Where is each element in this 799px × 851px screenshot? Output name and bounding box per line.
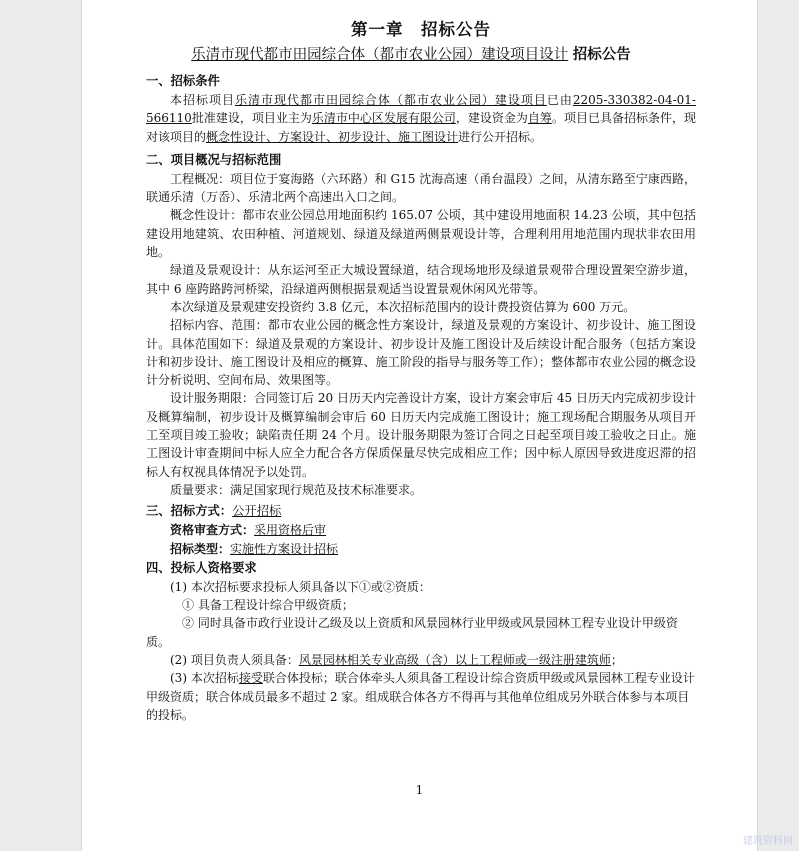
qualification-2 bbox=[146, 651, 696, 669]
service-period: 设计服务期限：合同签订后 20 日历天内完善设计方案，设计方案会审后 45 日历天内完成初步设计及概算编制，初步设计及概算编制会审后 60 日历天内完成施工图设计；施工现场配合期服务从项目开工至项目竣工验收；缺陷责任期 24 个月。设计服务期限为签订合同之日起至项目竣工验收之日止。施工图设计审查期间中标人应全力配合各方保质保量尽快完成相应工作；因中标人原因导致进度迟滞的招标人有权视具体情况予以处罚。 bbox=[146, 391, 696, 479]
text-span: (3) 本次招标 bbox=[170, 671, 239, 686]
review-method-value: 采用资格后审 bbox=[254, 523, 327, 538]
quality-requirement: 质量要求：满足国家现行规范及技术标准要求。 bbox=[170, 482, 423, 497]
investment: 本次绿道及景观建安投资约 3.8 亿元，本次招标范围内的设计费投资估算为 600 万元。 bbox=[170, 299, 636, 314]
project-name: 乐清市现代都市田园综合体（都市农业公园）建设项目 bbox=[234, 93, 547, 107]
page-content bbox=[146, 18, 696, 724]
text-span: ； bbox=[610, 653, 623, 668]
qualification-option-2: ② 同时具备市政行业设计乙级及以上资质和风景园林行业甲级或风景园林工程专业设计甲级资质。 bbox=[146, 616, 678, 649]
section-3-heading bbox=[146, 502, 696, 521]
section-4-heading: 四、投标人资格要求 bbox=[146, 560, 257, 575]
qualification-1: (1) 本次招标要求投标人须具备以下①或②资质： bbox=[170, 579, 431, 594]
qualification-option-1: ① 具备工程设计综合甲级资质； bbox=[182, 598, 354, 613]
text-span: 已由 bbox=[546, 93, 573, 107]
text-span: 。项目已具备招标条件，现对该项目的 bbox=[146, 111, 696, 144]
tender-content: 招标内容、范围：都市农业公园的概念性方案设计，绿道及景观的方案设计、初步设计、施工图设计。具体范围如下：绿道及景观的方案设计、初步设计及施工图设计及后续设计配合服务（包括方案设计和初步设计、施工图设计及相应的概算、施工阶段的指导与服务等工作）；整体都市农业公园的概念设计分析说明、空间布局、效果图等。 bbox=[146, 318, 696, 388]
subtitle-project: 乐清市现代都市田园综合体（都市农业公园）建设项目设计 bbox=[191, 47, 569, 63]
qualification-3 bbox=[146, 669, 696, 724]
review-method-row bbox=[146, 521, 696, 539]
consortium-accept: 接受 bbox=[238, 671, 263, 686]
chapter-title: 第一章 招标公告 bbox=[351, 20, 491, 39]
watermark: 建筑资料网 bbox=[743, 836, 793, 847]
approval-number: 2205-330382-04-01-566110 bbox=[146, 93, 696, 126]
review-method-label: 资格审查方式： bbox=[170, 523, 255, 538]
text-span: 本招标项目 bbox=[170, 93, 235, 107]
leader-requirement: 风景园林相关专业高级（含）以上工程师或一级注册建筑师 bbox=[298, 653, 611, 668]
page-number: 1 bbox=[415, 783, 424, 797]
greenway-design: 绿道及景观设计：从东运河至正大城设置绿道，结合现场地形及绿道景观带合理设置架空游步道，其中 6 座跨路跨河桥梁，沿绿道两侧根据景观适当设置景观休闲风光带等。 bbox=[146, 263, 696, 296]
document-page bbox=[82, 0, 757, 851]
section-1-heading: 一、招标条件 bbox=[146, 74, 220, 88]
project-owner: 乐清市中心区发展有限公司 bbox=[311, 111, 456, 126]
text-span: 联合体投标；联合体牵头人须具备工程设计综合资质甲级或风景园林工程专业设计甲级资质；联合体成员最多不超过 2 家。组成联合体各方不得再与其他单位组成另外联合体参与本项目的投标。 bbox=[146, 671, 695, 722]
text-span: 批准建设，项目业主为 bbox=[191, 111, 312, 126]
text-span: (2) 项目负责人须具备： bbox=[170, 653, 299, 668]
tender-type-row bbox=[146, 540, 696, 558]
project-overview: 工程概况：项目位于宴海路（六环路）和 G15 沈海高速（甬台温段）之间，从清东路至宁康西路，联通乐清（万岙）、乐清北两个高速出入口之间。 bbox=[146, 171, 696, 205]
section-1-paragraph bbox=[146, 91, 696, 146]
tender-method-label: 三、招标方式： bbox=[146, 504, 233, 519]
funding-source: 自筹 bbox=[527, 111, 552, 126]
tender-scope: 概念性设计、方案设计、初步设计、施工图设计 bbox=[206, 129, 459, 144]
text-span: 进行公开招标。 bbox=[458, 129, 543, 144]
notice-subtitle bbox=[96, 43, 726, 67]
concept-design: 概念性设计：都市农业公园总用地面积约 165.07 公顷，其中建设用地面积 14.23 公顷，其中包括建设用地建筑、农田种植、河道规划、绿道及绿道两侧景观设计等，合理利用用地范围内现状非农田用地。 bbox=[146, 208, 696, 260]
subtitle-suffix: 招标公告 bbox=[572, 46, 631, 63]
tender-type-value: 实施性方案设计招标 bbox=[230, 541, 339, 556]
section-2-heading: 二、项目概况与招标范围 bbox=[146, 152, 282, 167]
text-span: ，建设资金为 bbox=[455, 111, 528, 126]
tender-type-label: 招标类型： bbox=[170, 541, 231, 556]
tender-method-value: 公开招标 bbox=[232, 504, 282, 519]
